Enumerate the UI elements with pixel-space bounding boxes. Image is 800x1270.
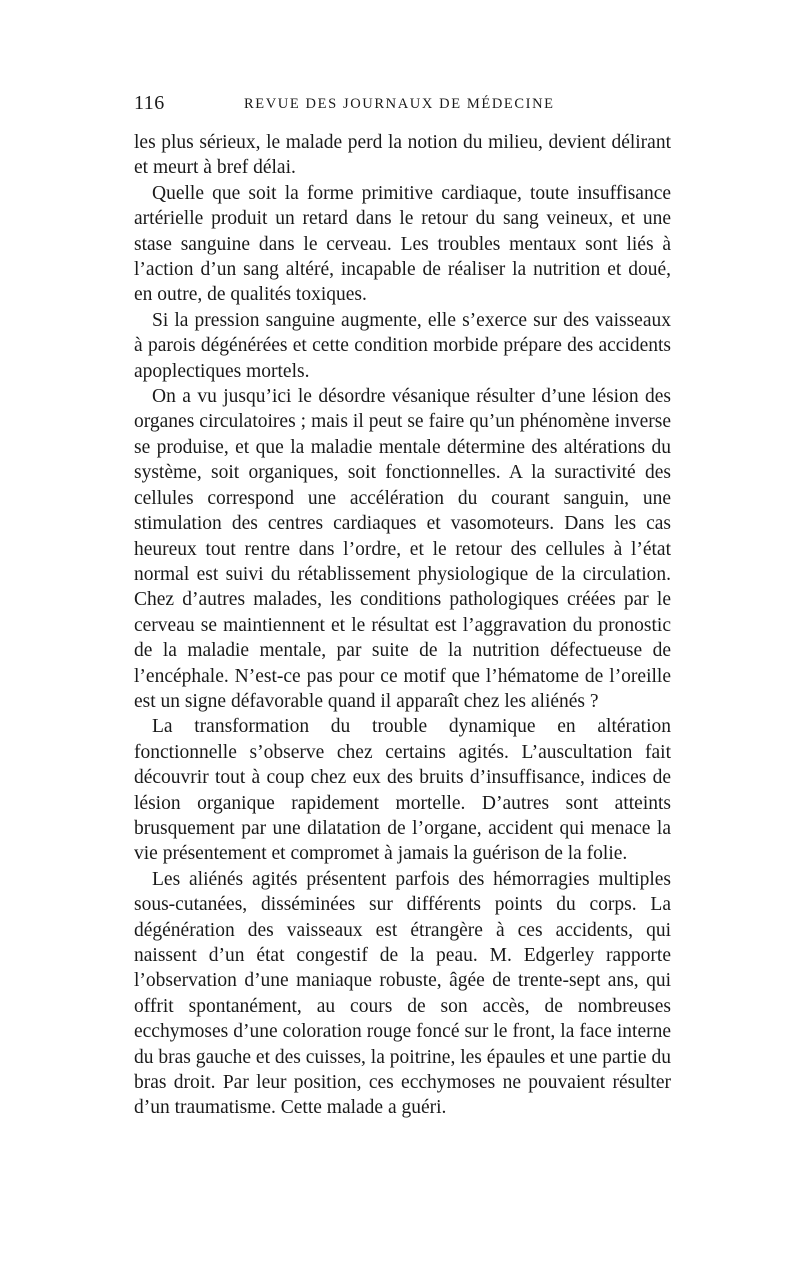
paragraph-5: La transformation du trouble dynamique en altération fonctionnelle s’observe chez certains agités. L’auscultation fait découvrir tout à coup chez eux des bruits d’insuffisance, indices de lésion organique rapidement mortelle. D’autres sont atteints brusquement par une dilatation de l’organe, accident qui menace la vie présentement et compromet à jamais la guérison de la folie. (134, 716, 671, 865)
book-page (134, 92, 671, 1121)
running-header (134, 92, 671, 118)
body-text (134, 130, 671, 1121)
paragraph-3: Si la pression sanguine augmente, elle s’exerce sur des vaisseaux à parois dégénérées et cette condition morbide prépare des accidents apoplectiques mortels. (134, 309, 671, 382)
paragraph-6: Les aliénés agités présentent parfois des hémorragies multiples sous-cutanées, disséminées sur différents points du corps. La dégénération des vaisseaux est étrangère à ces accidents, qui naissent d’un état congestif de la peau. M. Edgerley rapporte l’observation d’une maniaque robuste, âgée de trente-sept ans, qui offrit spontanément, au cours de son accès, de nombreuses ecchymoses d’une coloration rouge foncé sur le front, la face interne du bras gauche et des cuisses, la poitrine, les épaules et une partie du bras droit. Par leur position, ces ecchymoses ne pouvaient résulter d’un traumatisme. Cette malade a guéri. (134, 868, 671, 1119)
page-number: 116 (134, 92, 165, 114)
paragraph-1: les plus sérieux, le malade perd la notion du milieu, devient délirant et meurt à bref délai. (134, 132, 671, 179)
running-title: REVUE DES JOURNAUX DE MÉDECINE (244, 96, 555, 112)
paragraph-4: On a vu jusqu’ici le désordre vésanique résulter d’une lésion des organes circulatoires ; mais il peut se faire qu’un phénomène inverse se produise, et que la maladie mentale détermine des altérations du système, soit organiques, soit fonctionnelles. A la suractivité des cellules correspond une accélération du courant sanguin, une stimulation des centres cardiaques et vasomoteurs. Dans les cas heureux tout rentre dans l’ordre, et le retour des cellules à l’état normal est suivi du rétablissement physiologique de la circulation. Chez d’autres malades, les conditions pathologiques créées par le cerveau se maintiennent et le résultat est l’aggravation du pronostic de la maladie mentale, par suite de la nutrition défectueuse de l’encéphale. N’est-ce pas pour ce motif que l’hématome de l’oreille est un signe défavorable quand il apparaît chez les aliénés ? (134, 386, 671, 712)
paragraph-2: Quelle que soit la forme primitive cardiaque, toute insuffisance artérielle produit un retard dans le retour du sang veineux, et une stase sanguine dans le cerveau. Les troubles mentaux sont liés à l’action d’un sang altéré, incapable de réaliser la nutrition et doué, en outre, de qualités toxiques. (134, 182, 671, 306)
